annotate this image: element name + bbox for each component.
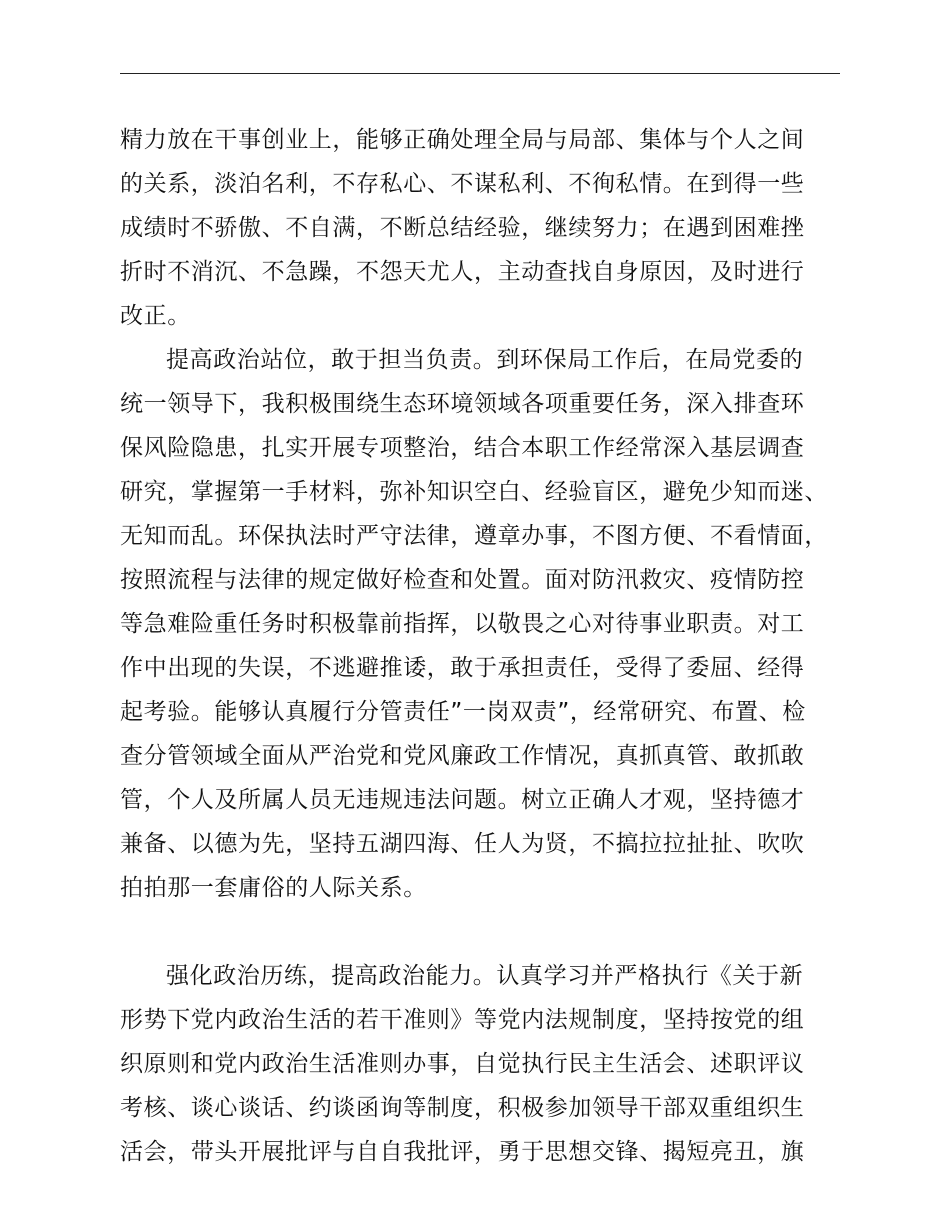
text-line: 起考验。能够认真履行分管责任”一岗双责”，经常研究、布置、检 <box>120 699 806 725</box>
text-line <box>120 910 840 954</box>
text-line: 强化政治历练，提高政治能力。认真学习并严格执行《关于新 <box>166 963 804 989</box>
text-line: 折时不消沉、不急躁，不怨天尤人，主动查找自身原因，及时进行 <box>120 259 805 285</box>
text-line: 形势下党内政治生活的若干准则》等党内法规制度，坚持按党的组 <box>120 1007 805 1033</box>
paragraph-1 <box>120 118 840 338</box>
text-line: 研究，掌握第一手材料，弥补知识空白、经验盲区，避免少知而迷、 <box>120 479 828 505</box>
text-line: 管，个人及所属人员无违规违法问题。树立正确人才观，坚持德才 <box>120 787 805 813</box>
text-line: 兼备、以德为先，坚持五湖四海、任人为贤，不搞拉拉扯扯、吹吹 <box>120 831 805 857</box>
text-line: 织原则和党内政治生活准则办事，自觉执行民主生活会、述职评议 <box>120 1051 805 1077</box>
paragraph-3 <box>120 954 840 1174</box>
body-text <box>120 118 840 1174</box>
text-line: 查分管领域全面从严治党和党风廉政工作情况，真抓真管、敢抓敢 <box>120 743 805 769</box>
text-line: 提高政治站位，敢于担当负责。到环保局工作后，在局党委的 <box>166 347 804 373</box>
text-line: 按照流程与法律的规定做好检查和处置。面对防汛救灾、疫情防控 <box>120 567 805 593</box>
text-line: 考核、谈心谈话、约谈函询等制度，积极参加领导干部双重组织生 <box>120 1095 805 1121</box>
text-line: 作中出现的失误，不逃避推诿，敢于承担责任，受得了委屈、经得 <box>120 655 805 681</box>
text-line: 活会，带头开展批评与自自我批评，勇于思想交锋、揭短亮丑，旗 <box>120 1139 805 1165</box>
text-line: 保风险隐患，扎实开展专项整治，结合本职工作经常深入基层调查 <box>120 435 805 461</box>
text-line: 等急难险重任务时积极靠前指挥，以敬畏之心对待事业职责。对工 <box>120 611 805 637</box>
header-rule <box>120 73 840 74</box>
text-line: 精力放在干事创业上，能够正确处理全局与局部、集体与个人之间 <box>120 127 805 153</box>
text-line: 统一领导下，我积极围绕生态环境领域各项重要任务，深入排查环 <box>120 391 805 417</box>
text-line: 改正。 <box>120 303 191 329</box>
text-line: 成绩时不骄傲、不自满，不断总结经验，继续努力；在遇到困难挫 <box>120 215 805 241</box>
paragraph-2 <box>120 338 840 954</box>
text-line: 无知而乱。环保执法时严守法律，遵章办事，不图方便、不看情面， <box>120 523 828 549</box>
text-line: 的关系，淡泊名利，不存私心、不谋私利、不徇私情。在到得一些 <box>120 171 805 197</box>
text-line: 拍拍那一套庸俗的人际关系。 <box>120 875 427 901</box>
